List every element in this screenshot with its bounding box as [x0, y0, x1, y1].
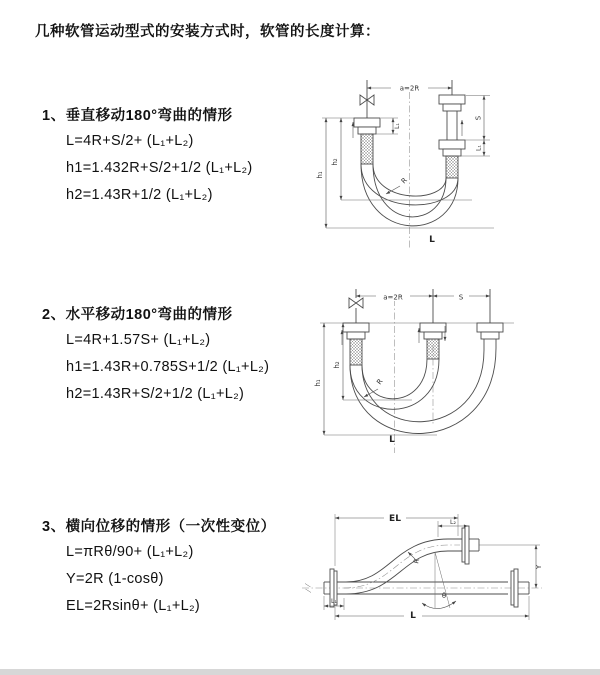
dim-r-label: R — [399, 176, 409, 186]
dim-r-label: R — [412, 557, 422, 565]
formula-s3-y: Y=2R (1-cosθ) — [66, 571, 164, 587]
right-pipe — [477, 289, 503, 350]
formula-s1-h2: h2=1.43R+1/2 (L₁+L₂) — [66, 187, 213, 203]
hose-braid — [427, 339, 439, 359]
dim-l-label: L — [389, 435, 395, 445]
hose-braid — [350, 339, 362, 365]
dim-theta-label: θ — [441, 592, 447, 600]
dimensions — [324, 511, 543, 621]
diagram-vertical-180-bend — [312, 72, 588, 258]
page-title: 几种软管运动型式的安装方式时，软管的长度计算： — [35, 24, 380, 40]
dim-h2-label: h₂ — [333, 361, 341, 369]
scan-edge — [0, 669, 600, 675]
dim-h2-label: h₂ — [331, 158, 339, 166]
left-pipe — [343, 289, 369, 365]
formula-s3-l: L=πRθ/90+ (L₁+L₂) — [66, 544, 194, 560]
dim-l-label: L — [410, 611, 416, 621]
hose-braid — [446, 156, 458, 178]
formula-s2-h1: h1=1.43R+0.785S+1/2 (L₁+L₂) — [66, 359, 270, 375]
dim-h1-label: h₁ — [316, 171, 324, 179]
dim-y-label: Y — [535, 564, 543, 570]
dim-r-label: R — [375, 377, 385, 387]
dim-el-label: EL — [389, 514, 401, 524]
left-pipe — [354, 80, 380, 164]
dim-s-label: S — [458, 293, 464, 302]
section-1-heading: 1、垂直移动180°弯曲的情形 — [42, 108, 233, 124]
dim-l1-label: L₁ — [331, 598, 337, 605]
dim-l-label: L — [429, 235, 435, 245]
middle-pipe — [420, 289, 446, 359]
dim-l1-left-label: L₁ — [394, 123, 401, 129]
right-pipe — [439, 80, 465, 178]
section-3-heading: 3、横向位移的情形（一次性变位） — [42, 519, 276, 535]
valve-icon — [349, 298, 363, 308]
diagram-horizontal-180-bend — [312, 283, 588, 460]
formula-s3-el: EL=2Rsinθ+ (L₁+L₂) — [66, 598, 201, 614]
diagram-lateral-displacement — [298, 508, 590, 638]
dimensions — [314, 291, 490, 445]
dim-a2r-label: a=2R — [383, 293, 403, 302]
s-curve-hose — [344, 539, 462, 594]
formula-s2-l: L=4R+1.57S+ (L₁+L₂) — [66, 332, 211, 348]
hose-u-arcs — [350, 348, 496, 434]
hose-braid — [361, 134, 373, 164]
dim-a2r-label: a=2R — [399, 84, 420, 93]
dimensions — [316, 82, 494, 245]
formula-s1-l: L=4R+S/2+ (L₁+L₂) — [66, 133, 194, 149]
dim-s-label: S — [474, 115, 483, 121]
dim-l2-label: L₂ — [450, 519, 456, 526]
dim-l1-right-label: L₁ — [475, 145, 483, 151]
section-2-heading: 2、水平移动180°弯曲的情形 — [42, 307, 233, 323]
formula-s1-h1: h1=1.432R+S/2+1/2 (L₁+L₂) — [66, 160, 253, 176]
dim-h1-label: h₁ — [314, 379, 322, 387]
upper-flange — [462, 526, 479, 564]
formula-s2-h2: h2=1.43R+S/2+1/2 (L₁+L₂) — [66, 386, 245, 402]
